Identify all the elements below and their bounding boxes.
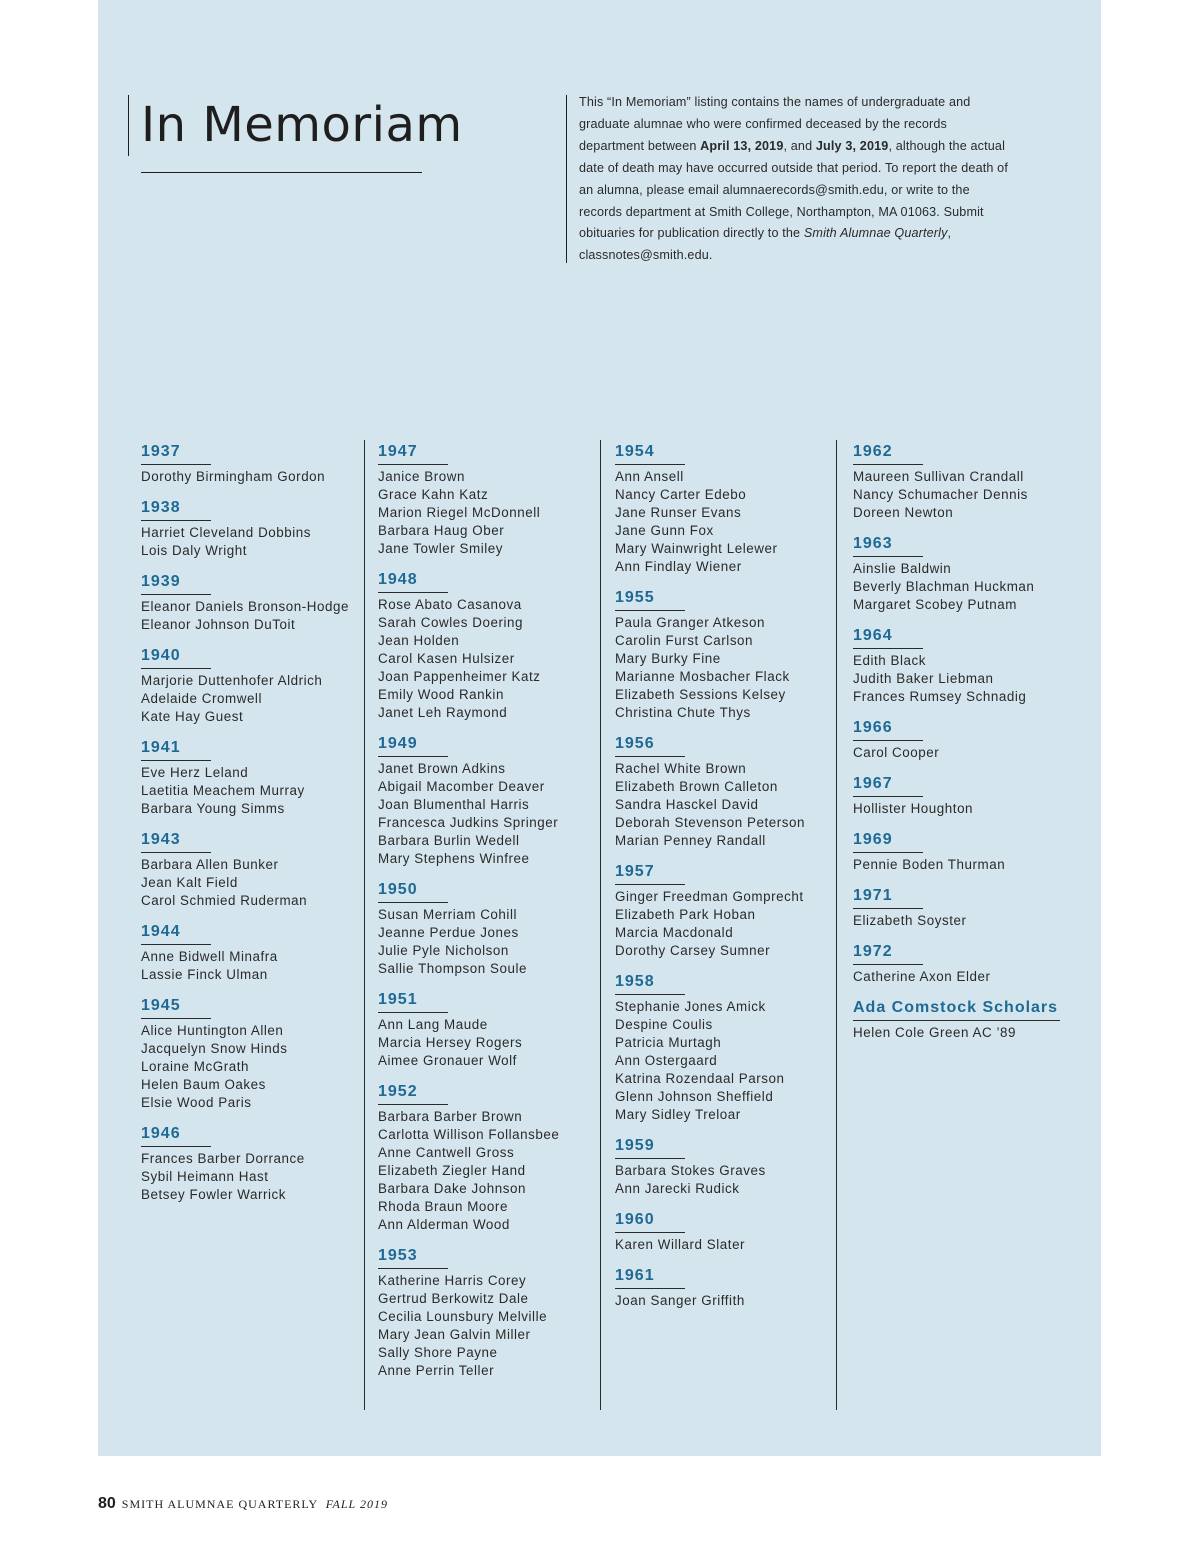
intro-paragraph: [579, 92, 1009, 267]
alumna-name: Anne Perrin Teller: [378, 1363, 495, 1378]
alumna-name-list: [615, 1236, 840, 1254]
class-year-group: [141, 642, 366, 726]
column-divider: [836, 440, 837, 1410]
class-year-heading: 1948: [378, 570, 448, 593]
class-year-group: [141, 1120, 366, 1204]
class-year-group: [378, 1242, 603, 1380]
alumna-name: Elizabeth Soyster: [853, 913, 967, 928]
class-year-group: [141, 568, 366, 634]
alumna-name: Sybil Heimann Hast: [141, 1169, 269, 1184]
alumna-name: Karen Willard Slater: [615, 1237, 746, 1252]
alumna-name-list: [141, 524, 366, 560]
class-year-heading: 1951: [378, 990, 448, 1013]
alumna-name: Stephanie Jones Amick: [615, 999, 766, 1014]
class-year-heading: 1959: [615, 1136, 685, 1159]
alumna-name: Rachel White Brown: [615, 761, 747, 776]
alumna-name: Barbara Stokes Graves: [615, 1163, 766, 1178]
alumna-name-list: [615, 468, 840, 576]
class-year-heading: 1955: [615, 588, 685, 611]
class-year-group: [615, 730, 840, 850]
class-year-heading: 1966: [853, 718, 923, 741]
class-year-heading: 1945: [141, 996, 211, 1019]
alumna-name-list: [378, 1272, 603, 1380]
class-year-heading: 1939: [141, 572, 211, 595]
alumna-name: Ann Findlay Wiener: [615, 559, 742, 574]
alumna-name: Judith Baker Liebman: [853, 671, 994, 686]
class-year-heading: 1961: [615, 1266, 685, 1289]
alumna-name: Edith Black: [853, 653, 927, 668]
class-year-group: [141, 826, 366, 910]
alumna-name: Eleanor Daniels Bronson-Hodge: [141, 599, 349, 614]
alumna-name: Ann Ansell: [615, 469, 684, 484]
alumna-name-list: [853, 652, 1078, 706]
alumna-name: Laetitia Meachem Murray: [141, 783, 305, 798]
alumna-name: Sally Shore Payne: [378, 1345, 498, 1360]
memoriam-column-2: [378, 438, 603, 1388]
alumna-name: Susan Merriam Cohill: [378, 907, 517, 922]
class-year-heading: 1947: [378, 442, 448, 465]
alumna-name: Elizabeth Brown Calleton: [615, 779, 778, 794]
alumna-name: Lassie Finck Ulman: [141, 967, 268, 982]
alumna-name: Gertrud Berkowitz Dale: [378, 1291, 529, 1306]
class-year-group: [378, 438, 603, 558]
alumna-name: Ann Jarecki Rudick: [615, 1181, 740, 1196]
alumna-name: Nancy Carter Edebo: [615, 487, 747, 502]
alumna-name: Elizabeth Ziegler Hand: [378, 1163, 526, 1178]
alumna-name: Jeanne Perdue Jones: [378, 925, 519, 940]
title-underline: [141, 172, 422, 173]
alumna-name: Marianne Mosbacher Flack: [615, 669, 790, 684]
alumna-name-list: [378, 760, 603, 868]
alumna-name: Patricia Murtagh: [615, 1035, 722, 1050]
alumna-name: Mary Stephens Winfree: [378, 851, 530, 866]
alumna-name-list: [615, 1292, 840, 1310]
class-year-heading: 1940: [141, 646, 211, 669]
alumna-name: Helen Cole Green AC ’89: [853, 1025, 1017, 1040]
alumna-name: Dorothy Birmingham Gordon: [141, 469, 326, 484]
alumna-name: Dorothy Carsey Sumner: [615, 943, 771, 958]
class-year-group: [853, 882, 1078, 930]
class-year-heading: 1963: [853, 534, 923, 557]
alumna-name: Maureen Sullivan Crandall: [853, 469, 1024, 484]
class-year-group: [141, 494, 366, 560]
alumna-name: Catherine Axon Elder: [853, 969, 991, 984]
alumna-name: Pennie Boden Thurman: [853, 857, 1006, 872]
alumna-name: Cecilia Lounsbury Melville: [378, 1309, 548, 1324]
class-year-group: [378, 566, 603, 722]
class-year-group: [615, 858, 840, 960]
class-year-heading: 1950: [378, 880, 448, 903]
alumna-name: Barbara Allen Bunker: [141, 857, 279, 872]
alumna-name: Abigail Macomber Deaver: [378, 779, 545, 794]
intro-text-segment: Smith Alumnae Quarterly: [803, 226, 948, 241]
class-year-group: [853, 770, 1078, 818]
alumna-name: Beverly Blachman Huckman: [853, 579, 1035, 594]
alumna-name: Glenn Johnson Sheffield: [615, 1089, 774, 1104]
class-year-group: [141, 918, 366, 984]
class-year-group: [141, 992, 366, 1112]
alumna-name: Eleanor Johnson DuToit: [141, 617, 296, 632]
class-year-heading: 1937: [141, 442, 211, 465]
alumna-name: Frances Barber Dorrance: [141, 1151, 305, 1166]
alumna-name-list: [378, 468, 603, 558]
class-year-group: [141, 734, 366, 818]
alumna-name: Marcia Hersey Rogers: [378, 1035, 523, 1050]
alumna-name-list: [853, 856, 1078, 874]
alumna-name-list: [853, 468, 1078, 522]
alumna-name: Sarah Cowles Doering: [378, 615, 523, 630]
alumna-name: Ainslie Baldwin: [853, 561, 952, 576]
alumna-name-list: [378, 596, 603, 722]
alumna-name-list: [615, 998, 840, 1124]
class-year-group: [615, 584, 840, 722]
alumna-name: Harriet Cleveland Dobbins: [141, 525, 312, 540]
alumna-name: Elizabeth Park Hoban: [615, 907, 756, 922]
intro-text-segment: , although the actual date of death may have occurred outside that period. To report the death of an alumna, please email alumnaerecords@smith.edu, or write to the records department at Smith College, Northampton, MA 01063. Submit obituaries for publication directly to the: [579, 138, 1008, 241]
alumna-name: Ann Alderman Wood: [378, 1217, 510, 1232]
alumna-name: Elizabeth Sessions Kelsey: [615, 687, 786, 702]
class-year-heading: 1956: [615, 734, 685, 757]
class-year-heading: 1964: [853, 626, 923, 649]
alumna-name: Eve Herz Leland: [141, 765, 249, 780]
alumna-name: Barbara Burlin Wedell: [378, 833, 520, 848]
alumna-name: Sandra Hasckel David: [615, 797, 759, 812]
class-year-heading: 1941: [141, 738, 211, 761]
class-year-heading: 1949: [378, 734, 448, 757]
class-year-heading: 1971: [853, 886, 923, 909]
alumna-name: Kate Hay Guest: [141, 709, 244, 724]
class-year-heading: 1958: [615, 972, 685, 995]
alumna-name: Carlotta Willison Follansbee: [378, 1127, 560, 1142]
memoriam-column-3: [615, 438, 840, 1318]
alumna-name: Deborah Stevenson Peterson: [615, 815, 805, 830]
class-year-group: [853, 530, 1078, 614]
page-title: In Memoriam: [141, 97, 463, 153]
class-year-heading: 1969: [853, 830, 923, 853]
class-year-heading: 1954: [615, 442, 685, 465]
alumna-name-list: [853, 800, 1078, 818]
alumna-name: Mary Sidley Treloar: [615, 1107, 741, 1122]
alumna-name: Ann Lang Maude: [378, 1017, 488, 1032]
class-year-group: [378, 730, 603, 868]
alumna-name: Rose Abato Casanova: [378, 597, 522, 612]
alumna-name: Helen Baum Oakes: [141, 1077, 266, 1092]
alumna-name: Barbara Young Simms: [141, 801, 285, 816]
alumna-name-list: [378, 1108, 603, 1234]
class-year-heading: 1946: [141, 1124, 211, 1147]
alumna-name: Janet Leh Raymond: [378, 705, 508, 720]
alumna-name-list: [853, 912, 1078, 930]
title-vertical-rule: [128, 95, 129, 156]
alumna-name-list: [615, 888, 840, 960]
alumna-name-list: [378, 1016, 603, 1070]
alumna-name: Hollister Houghton: [853, 801, 974, 816]
alumna-name: Barbara Dake Johnson: [378, 1181, 526, 1196]
class-year-group: [378, 876, 603, 978]
alumna-name-list: [141, 598, 366, 634]
class-year-heading: 1967: [853, 774, 923, 797]
alumna-name: Rhoda Braun Moore: [378, 1199, 508, 1214]
alumna-name: Frances Rumsey Schnadig: [853, 689, 1027, 704]
alumna-name: Anne Bidwell Minafra: [141, 949, 278, 964]
alumna-name: Janet Brown Adkins: [378, 761, 506, 776]
alumna-name: Christina Chute Thys: [615, 705, 751, 720]
memoriam-column-4: [853, 438, 1078, 1050]
alumna-name: Julie Pyle Nicholson: [378, 943, 509, 958]
page-footer: [98, 1495, 388, 1513]
alumna-name: Paula Granger Atkeson: [615, 615, 766, 630]
alumna-name: Carol Schmied Ruderman: [141, 893, 308, 908]
class-year-group: [853, 826, 1078, 874]
alumna-name: Doreen Newton: [853, 505, 954, 520]
class-year-group: [615, 968, 840, 1124]
class-year-heading: 1953: [378, 1246, 448, 1269]
intro-text-segment: , classnotes@smith.edu.: [579, 226, 952, 263]
class-year-group: [853, 994, 1078, 1042]
class-year-heading: 1938: [141, 498, 211, 521]
alumna-name: Marjorie Duttenhofer Aldrich: [141, 673, 323, 688]
class-year-group: [615, 1262, 840, 1310]
alumna-name: Ann Ostergaard: [615, 1053, 718, 1068]
alumna-name: Jean Kalt Field: [141, 875, 238, 890]
alumna-name: Jacquelyn Snow Hinds: [141, 1041, 288, 1056]
alumna-name: Barbara Barber Brown: [378, 1109, 523, 1124]
intro-text-segment: July 3, 2019: [815, 138, 889, 153]
class-year-heading: 1962: [853, 442, 923, 465]
intro-text-segment: This “In Memoriam” listing contains the names of undergraduate and graduate alumnae who were confirmed deceased by the records department between: [579, 95, 971, 153]
class-year-heading: 1960: [615, 1210, 685, 1233]
alumna-name-list: [141, 1022, 366, 1112]
alumna-name: Anne Cantwell Gross: [378, 1145, 515, 1160]
alumna-name: Alice Huntington Allen: [141, 1023, 284, 1038]
alumna-name: Joan Sanger Griffith: [615, 1293, 745, 1308]
alumna-name: Francesca Judkins Springer: [378, 815, 559, 830]
alumna-name: Carol Kasen Hulsizer: [378, 651, 515, 666]
alumna-name-list: [615, 760, 840, 850]
alumna-name: Carol Cooper: [853, 745, 940, 760]
alumna-name: Elsie Wood Paris: [141, 1095, 252, 1110]
class-year-group: [615, 1206, 840, 1254]
publication-name: SMITH ALUMNAE QUARTERLY: [121, 1497, 318, 1511]
class-year-heading: 1952: [378, 1082, 448, 1105]
alumna-name: Carolin Furst Carlson: [615, 633, 754, 648]
class-year-heading: 1943: [141, 830, 211, 853]
alumna-name: Jane Gunn Fox: [615, 523, 714, 538]
class-year-heading: Ada Comstock Scholars: [853, 998, 1060, 1021]
alumna-name: Nancy Schumacher Dennis: [853, 487, 1028, 502]
class-year-group: [615, 1132, 840, 1198]
alumna-name: Betsey Fowler Warrick: [141, 1187, 286, 1202]
class-year-group: [853, 622, 1078, 706]
alumna-name: Despine Coulis: [615, 1017, 713, 1032]
alumna-name-list: [853, 968, 1078, 986]
alumna-name-list: [141, 468, 366, 486]
intro-text-segment: April 13, 2019: [700, 138, 784, 153]
alumna-name: Mary Wainwright Lelewer: [615, 541, 778, 556]
alumna-name: Margaret Scobey Putnam: [853, 597, 1017, 612]
alumna-name: Katrina Rozendaal Parson: [615, 1071, 785, 1086]
intro-text-segment: , and: [783, 138, 816, 153]
alumna-name: Aimee Gronauer Wolf: [378, 1053, 517, 1068]
alumna-name-list: [615, 614, 840, 722]
alumna-name: Sallie Thompson Soule: [378, 961, 528, 976]
alumna-name-list: [615, 1162, 840, 1198]
alumna-name: Marcia Macdonald: [615, 925, 734, 940]
alumna-name: Katherine Harris Corey: [378, 1273, 527, 1288]
alumna-name: Grace Kahn Katz: [378, 487, 489, 502]
class-year-group: [853, 438, 1078, 522]
alumna-name: Mary Burky Fine: [615, 651, 721, 666]
alumna-name-list: [853, 1024, 1078, 1042]
page-number: 80: [98, 1495, 116, 1512]
alumna-name-list: [378, 906, 603, 978]
class-year-group: [378, 986, 603, 1070]
memoriam-column-1: [141, 438, 366, 1212]
alumna-name: Marian Penney Randall: [615, 833, 766, 848]
alumna-name: Lois Daly Wright: [141, 543, 248, 558]
column-divider: [600, 440, 601, 1410]
alumna-name-list: [141, 672, 366, 726]
class-year-group: [853, 714, 1078, 762]
class-year-group: [615, 438, 840, 576]
alumna-name: Janice Brown: [378, 469, 465, 484]
alumna-name: Jean Holden: [378, 633, 460, 648]
class-year-heading: 1944: [141, 922, 211, 945]
issue-label: FALL 2019: [325, 1497, 389, 1511]
alumna-name: Loraine McGrath: [141, 1059, 249, 1074]
alumna-name: Emily Wood Rankin: [378, 687, 504, 702]
alumna-name: Mary Jean Galvin Miller: [378, 1327, 531, 1342]
alumna-name: Ginger Freedman Gomprecht: [615, 889, 804, 904]
class-year-heading: 1972: [853, 942, 923, 965]
alumna-name-list: [853, 560, 1078, 614]
alumna-name-list: [141, 1150, 366, 1204]
alumna-name-list: [141, 764, 366, 818]
class-year-group: [141, 438, 366, 486]
alumna-name: Jane Runser Evans: [615, 505, 742, 520]
alumna-name: Joan Blumenthal Harris: [378, 797, 530, 812]
alumna-name: Jane Towler Smiley: [378, 541, 504, 556]
alumna-name-list: [141, 948, 366, 984]
class-year-group: [378, 1078, 603, 1234]
class-year-heading: 1957: [615, 862, 685, 885]
alumna-name: Joan Pappenheimer Katz: [378, 669, 541, 684]
intro-vertical-rule: [566, 95, 567, 263]
alumna-name: Barbara Haug Ober: [378, 523, 505, 538]
alumna-name: Adelaide Cromwell: [141, 691, 262, 706]
alumna-name: Marion Riegel McDonnell: [378, 505, 541, 520]
class-year-group: [853, 938, 1078, 986]
column-divider: [364, 440, 365, 1410]
alumna-name-list: [141, 856, 366, 910]
alumna-name-list: [853, 744, 1078, 762]
